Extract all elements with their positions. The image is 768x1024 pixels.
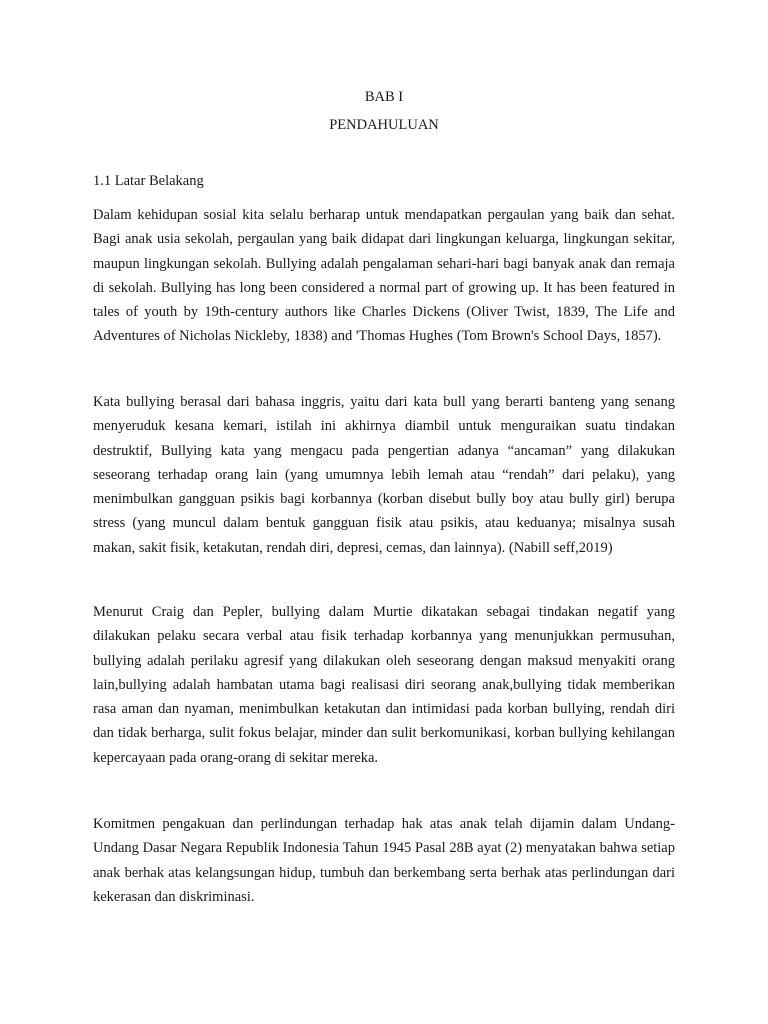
paragraph-4: Komitmen pengakuan dan perlindungan terhadap hak atas anak telah dijamin dalam Undang-Undang Dasar Negara Republik Indonesia Tahun 1945 Pasal 28B ayat (2) menyatakan bahwa setiap anak berhak atas kelangsungan hidup, tumbuh dan berkembang serta berhak atas perlindungan dari kekerasan dan diskriminasi. — [93, 816, 675, 905]
paragraph-3: Menurut Craig dan Pepler, bullying dalam Murtie dikatakan sebagai tindakan negatif yang dilakukan pelaku secara verbal atau fisik terhadap korbannya yang menunjukkan permusuhan, bullying adalah perilaku agresif yang dilakukan oleh seseorang dengan maksud menyakiti orang lain,bullying adalah hambatan utama bagi realisasi diri seorang anak,bullying tidak memberikan rasa aman dan nyaman, menimbulkan ketakutan dan intimidasi pada korban bullying, rendah diri dan tidak berharga, sulit fokus belajar, minder dan sulit berkomunikasi, korban bullying kehilangan kepercayaan pada orang-orang di sekitar mereka. — [93, 604, 675, 766]
paragraph-2: Kata bullying berasal dari bahasa inggris, yaitu dari kata bull yang berarti banteng yang senang menyeruduk kesana kemari, istilah ini akhirnya diambil untuk menguraikan suatu tindakan destruktif, Bullying kata yang mengacu pada pengertian adanya “ancaman” yang dilakukan seseorang terhadap orang lain (yang umumnya lebih lemah atau “rendah” dari pelaku), yang menimbulkan gangguan psikis bagi korbannya (korban disebut bully boy atau bully girl) berupa stress (yang muncul dalam bentuk gangguan fisik atau psikis, atau keduanya; misalnya susah makan, sakit fisik, ketakutan, rendah diri, depresi, cemas, dan lainnya). (Nabill seff,2019) — [93, 394, 675, 556]
chapter-title: PENDAHULUAN — [329, 117, 439, 133]
section-title: 1.1 Latar Belakang — [93, 173, 204, 189]
paragraph-1: Dalam kehidupan sosial kita selalu berharap untuk mendapatkan pergaulan yang baik dan sehat. Bagi anak usia sekolah, pergaulan yang baik didapat dari lingkungan keluarga, lingkungan sekitar, maupun lingkungan sekolah. Bullying adalah pengalaman sehari-hari bagi banyak anak dan remaja di sekolah. Bullying has long been considered a normal part of growing up. It has been featured in tales of youth by 19th-century authors like Charles Dickens (Oliver Twist, 1839, The Life and Adventures of Nicholas Nickleby, 1838) and 'Thomas Hughes (Tom Brown's School Days, 1857). — [93, 207, 675, 345]
chapter-number: BAB I — [364, 89, 404, 105]
